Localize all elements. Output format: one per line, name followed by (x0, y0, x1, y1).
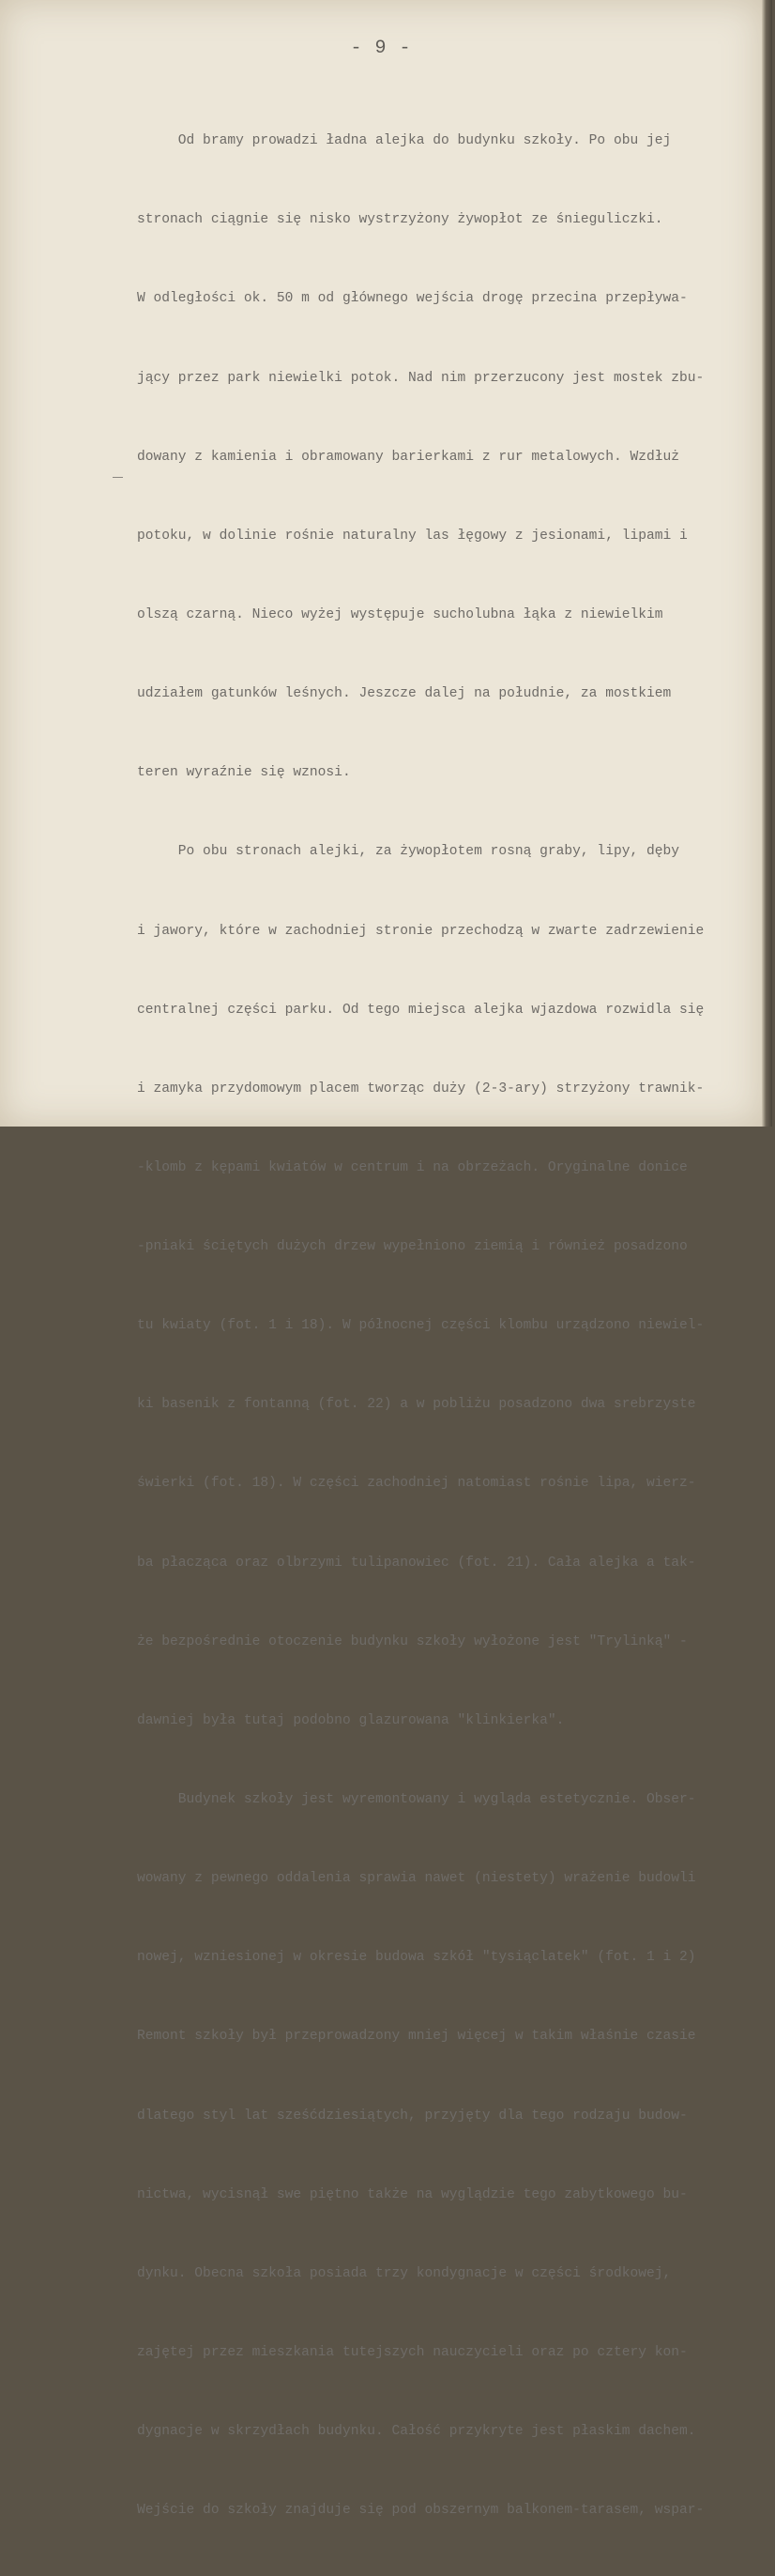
margin-mark (113, 477, 123, 478)
text-line: nowej, wzniesionej w okresie budowa szkół "tysiąclatek" (fot. 1 i 2) (137, 1950, 696, 1966)
text-line: świerki (fot. 18). W części zachodniej natomiast rośnie lipa, wierz- (137, 1476, 696, 1492)
text-line: dlatego styl lat sześćdziesiątych, przyjęty dla tego rodzaju budow- (137, 2108, 688, 2124)
text-line: -klomb z kępami kwiatów w centrum i na obrzeżach. Oryginalne donice (137, 1159, 688, 1175)
text-line: Po obu stronach alejki, za żywopłotem rosną graby, lipy, dęby (137, 844, 680, 860)
text-line: potoku, w dolinie rośnie naturalny las łęgowy z jesionami, lipami i (137, 528, 688, 544)
text-line: Remont szkoły był przeprowadzony mniej więcej w takim właśnie czasie (137, 2029, 696, 2045)
text-line: teren wyraźnie się wznosi. (137, 765, 351, 781)
text-line: dygnacje w skrzydłach budynku. Całość przykryte jest płaskim dachem. (137, 2424, 696, 2440)
page-edge (762, 0, 772, 1127)
text-line: wowany z pewnego oddalenia sprawia nawet (niestety) wrażenie budowli (137, 1871, 696, 1887)
text-line: olszą czarną. Nieco wyżej występuje sucholubna łąka z niewielkim (137, 606, 663, 622)
text-line: Wejście do szkoły znajduje się pod obszernym balkonem-tarasem, wspar- (137, 2503, 705, 2519)
text-line: dynku. Obecna szkoła posiada trzy kondygnacje w części środkowej, (137, 2265, 672, 2281)
text-line: udziałem gatunków leśnych. Jeszcze dalej na południe, za mostkiem (137, 686, 672, 702)
text-line: zajętej przez mieszkania tutejszych nauczycieli oraz po cztery kon- (137, 2345, 688, 2361)
text-line: W odległości ok. 50 m od głównego wejścia drogę przecina przepływa- (137, 291, 688, 307)
text-line: dawniej była tutaj podobno glazurowana "klinkierka". (137, 1712, 565, 1728)
text-line: i zamyka przydomowym placem tworząc duży (2-3-ary) strzyżony trawnik- (137, 1081, 705, 1096)
text-line: centralnej części parku. Od tego miejsca alejka wjazdowa rozwidla się (137, 1002, 705, 1018)
body-text (137, 75, 775, 2576)
text-line: stronach ciągnie się nisko wystrzyżony żywopłot ze śnieguliczki. (137, 212, 663, 228)
text-line: ba płacząca oraz olbrzymi tulipanowiec (fot. 21). Cała alejka a tak- (137, 1555, 696, 1571)
text-line: jący przez park niewielki potok. Nad nim przerzucony jest mostek zbu- (137, 370, 705, 386)
text-line: że bezpośrednie otoczenie budynku szkoły wyłożone jest "Trylinką" - (137, 1633, 688, 1649)
text-line: ki basenik z fontanną (fot. 22) a w pobliżu posadzono dwa srebrzyste (137, 1397, 696, 1413)
text-line: Od bramy prowadzi ładna alejka do budynku szkoły. Po obu jej (137, 133, 672, 149)
text-line: dowany z kamienia i obramowany barierkami z rur metalowych. Wzdłuż (137, 449, 680, 465)
text-line: -pniaki ściętych dużych drzew wypełniono ziemią i również posadzono (137, 1239, 688, 1255)
text-line: Budynek szkoły jest wyremontowany i wygląda estetycznie. Obser- (137, 1792, 696, 1808)
text-line: i jawory, które w zachodniej stronie przechodzą w zwarte zadrzewienie (137, 923, 705, 939)
text-line: tu kwiaty (fot. 1 i 18). W północnej części klombu urządzono niewiel- (137, 1318, 705, 1334)
page-number: - 9 - (350, 38, 412, 59)
text-line: nictwa, wycisnął swe piętno także na wyglądzie tego zabytkowego bu- (137, 2186, 688, 2202)
